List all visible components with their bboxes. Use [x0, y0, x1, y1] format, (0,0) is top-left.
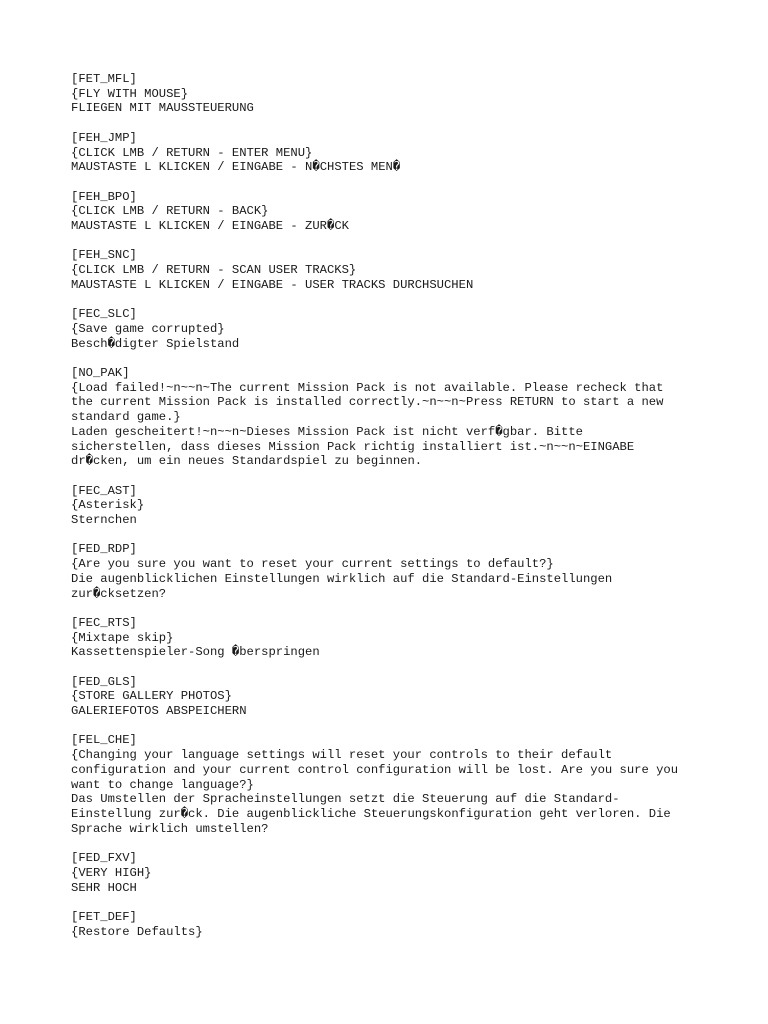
translation-line: Besch�digter Spielstand: [71, 336, 240, 351]
translation-line: Einstellung zur�ck. Die augenblickliche Steuerungskonfiguration geht verloren. Die: [71, 807, 671, 821]
english-source-line: {Mixtape skip}: [71, 630, 174, 645]
string-entry: [71, 248, 731, 292]
translation-line: the current Mission Pack is installed correctly.~n~~n~Press RETURN to start a new: [71, 395, 664, 410]
english-source-line: {Asterisk}: [71, 498, 145, 513]
string-key: [FEC_RTS]: [71, 615, 137, 630]
string-entry: [71, 366, 731, 469]
string-key: [NO_PAK]: [71, 365, 130, 380]
translation-line: GALERIEFOTOS ABSPEICHERN: [71, 704, 247, 719]
translation-line: zur�cksetzen?: [71, 586, 167, 601]
translation-line: Sternchen: [71, 513, 137, 527]
string-entry: [71, 910, 731, 939]
english-source-line: {Are you sure you want to reset your current settings to default?}: [71, 557, 554, 572]
translation-line: MAUSTASTE L KLICKEN / EINGABE - N�CHSTES MEN�: [71, 160, 401, 175]
string-entry: [71, 733, 731, 836]
translation-line: SEHR HOCH: [71, 880, 137, 895]
translation-line: want to change language?}: [71, 777, 254, 792]
string-key: [FEL_CHE]: [71, 733, 137, 748]
translation-line: dr�cken, um ein neues Standardspiel zu beginnen.: [71, 454, 423, 469]
english-source-line: {VERY HIGH}: [71, 865, 152, 880]
translation-line: sicherstellen, dass dieses Mission Pack richtig installiert ist.~n~~n~EINGABE: [71, 439, 635, 454]
english-source-line: {CLICK LMB / RETURN - ENTER MENU}: [71, 145, 313, 160]
string-key: [FEH_SNC]: [71, 248, 137, 263]
translation-line: Kassettenspieler-Song �berspringen: [71, 645, 320, 660]
english-source-line: {Changing your language settings will reset your controls to their default: [71, 748, 613, 763]
string-entry: [71, 72, 731, 116]
string-entry: [71, 484, 731, 528]
string-key: [FED_RDP]: [71, 542, 137, 557]
string-entry: [71, 851, 731, 895]
translation-line: Das Umstellen der Spracheinstellungen setzt die Steuerung auf die Standard-: [71, 792, 620, 807]
english-source-line: {Load failed!~n~~n~The current Mission Pack is not available. Please recheck that: [71, 380, 664, 395]
english-source-line: {STORE GALLERY PHOTOS}: [71, 689, 232, 704]
translation-line: standard game.}: [71, 410, 181, 425]
document-page: [71, 72, 731, 954]
translation-line: MAUSTASTE L KLICKEN / EINGABE - USER TRACKS DURCHSUCHEN: [71, 277, 474, 292]
string-entry: [71, 542, 731, 601]
translation-line: Laden gescheitert!~n~~n~Dieses Mission Pack ist nicht verf�gbar. Bitte: [71, 424, 583, 439]
translation-line: FLIEGEN MIT MAUSSTEUERUNG: [71, 101, 254, 116]
string-entry: [71, 307, 731, 351]
string-key: [FEH_JMP]: [71, 130, 137, 145]
string-entry: [71, 131, 731, 175]
english-source-line: {FLY WITH MOUSE}: [71, 86, 189, 101]
english-source-line: {CLICK LMB / RETURN - SCAN USER TRACKS}: [71, 263, 357, 278]
english-source-line: {Save game corrupted}: [71, 321, 225, 336]
string-key: [FEC_AST]: [71, 483, 137, 498]
string-entry: [71, 675, 731, 719]
translation-line: Sprache wirklich umstellen?: [71, 821, 269, 836]
english-source-line: {Restore Defaults}: [71, 924, 203, 939]
translation-line: Die augenblicklichen Einstellungen wirklich auf die Standard-Einstellungen: [71, 571, 613, 586]
string-key: [FET_MFL]: [71, 72, 137, 86]
translation-line: MAUSTASTE L KLICKEN / EINGABE - ZUR�CK: [71, 219, 349, 233]
string-key: [FEH_BPO]: [71, 189, 137, 204]
string-entry: [71, 616, 731, 660]
translation-line: configuration and your current control configuration will be lost. Are you sure you: [71, 762, 679, 777]
english-source-line: {CLICK LMB / RETURN - BACK}: [71, 204, 269, 219]
string-entry: [71, 190, 731, 234]
string-key: [FEC_SLC]: [71, 307, 137, 322]
string-key: [FET_DEF]: [71, 909, 137, 924]
string-key: [FED_FXV]: [71, 851, 137, 866]
string-key: [FED_GLS]: [71, 674, 137, 689]
